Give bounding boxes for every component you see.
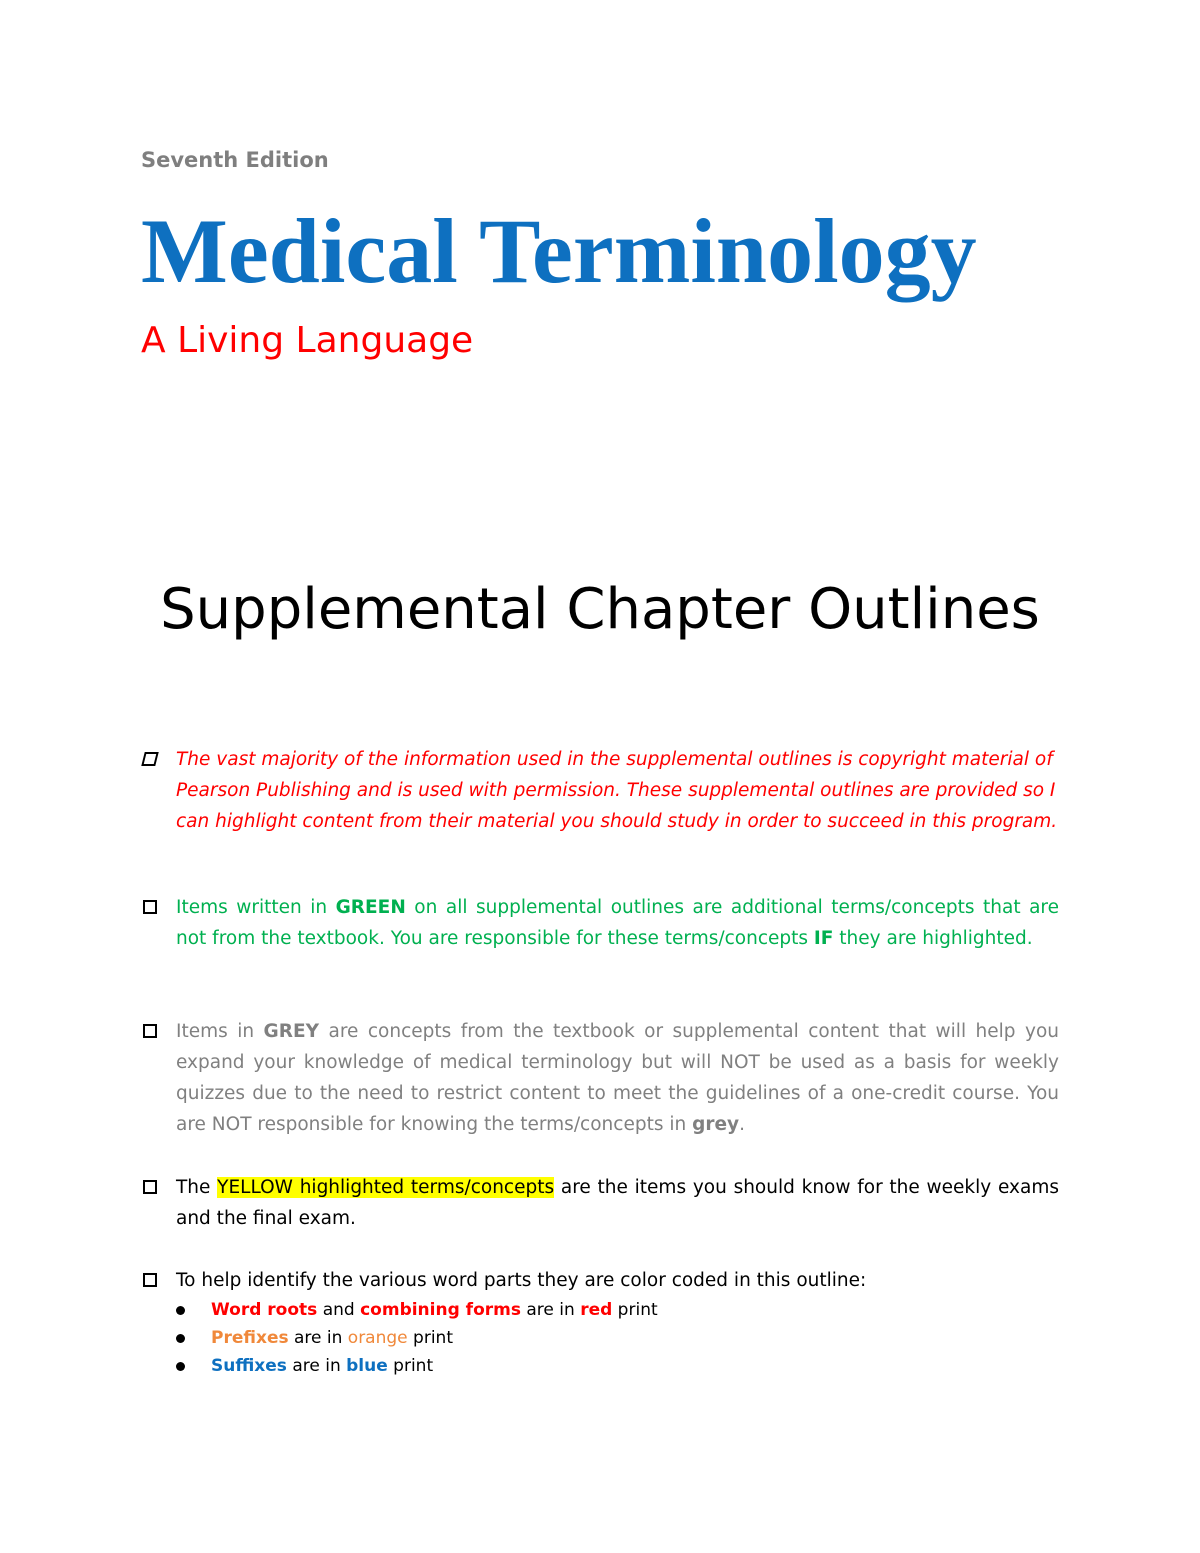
copyright-note-text: The vast majority of the information used in the supplemental outlines is copyright material of Pearson Publishing and is used with permission. These supplemental outlines are provided so I can highlight content from their material you should study in order to succeed in this program. [176,749,1058,832]
yellow-items-note [141,1172,1059,1234]
copyright-note-item [141,744,1059,837]
filled-circle-bullet-icon [176,1362,185,1371]
list-item: Suffixes are in blue print [176,1352,658,1380]
grey-items-text: Items in GREY are concepts from the textbook or supplemental content that will help you expand your knowledge of medical terminology but will NOT be used as a basis for weekly quizzes due to the need to restrict content to meet the guidelines of a one-credit course. You are NOT responsible for knowing the terms/concepts in grey. [176,1021,1059,1135]
grey-items-note [141,1016,1059,1140]
color-code-note [141,1265,1059,1296]
filled-circle-bullet-icon [176,1306,185,1315]
green-keyword: GREEN [335,897,406,918]
filled-circle-bullet-icon [176,1334,185,1343]
green-items-text: Items written in GREEN on all supplemental outlines are additional terms/concepts that are not from the textbook. You are responsible for these terms/concepts IF they are highlighted. [176,897,1059,949]
edition-label: Seventh Edition [141,148,329,172]
checkbox-square-icon [143,1273,157,1287]
grey-keyword-lower: grey [692,1114,740,1135]
book-subtitle: A Living Language [141,320,474,361]
checkbox-square-icon [143,1024,157,1038]
checkbox-square-icon [143,1180,157,1194]
color-code-list [176,1296,658,1380]
list-item: Word roots and combining forms are in red print [176,1296,658,1324]
color-code-text: To help identify the various word parts they are color coded in this outline: [176,1270,867,1291]
if-keyword: IF [813,928,834,949]
list-item: Prefixes are in orange print [176,1324,658,1352]
checkbox-square-icon [143,900,157,914]
checkbox-square-icon [141,752,158,766]
green-items-note [141,892,1059,954]
book-title: Medical Terminology [141,200,977,302]
section-title: Supplemental Chapter Outlines [160,577,1040,642]
grey-keyword: GREY [263,1021,320,1042]
yellow-items-text: The YELLOW highlighted terms/concepts are the items you should know for the weekly exams and the final exam. [176,1177,1059,1229]
yellow-highlight: YELLOW highlighted terms/concepts [217,1177,555,1198]
